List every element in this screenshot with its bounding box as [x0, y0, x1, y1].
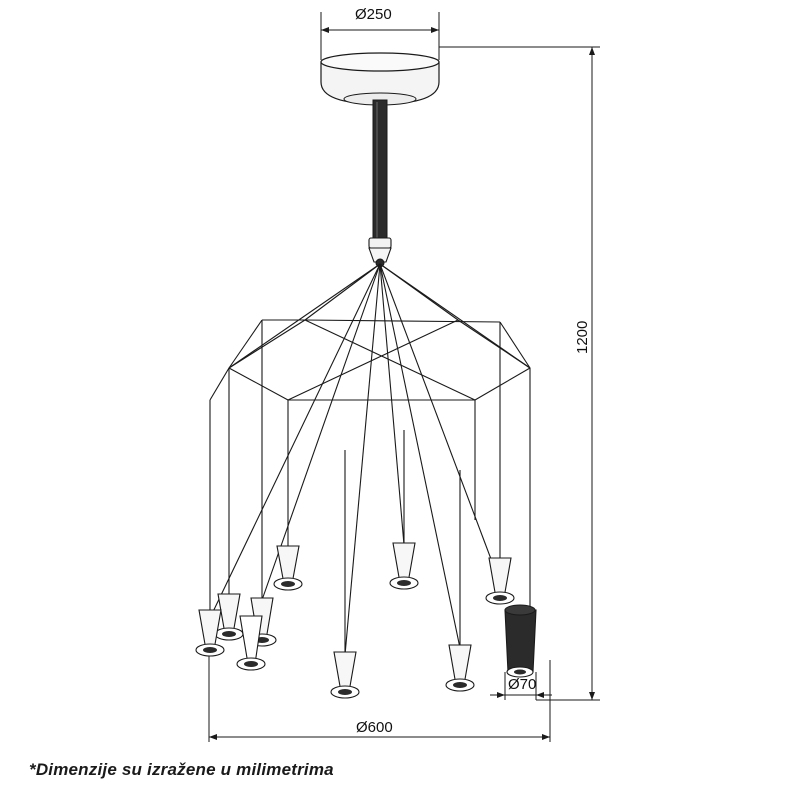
dimension-label-overall-diameter: Ø600 [356, 719, 393, 736]
dimension-label-shade-diameter: Ø70 [508, 676, 537, 693]
star-line-8 [475, 368, 530, 400]
cone-shade-4 [274, 546, 302, 590]
cone-shade-7 [446, 645, 474, 691]
star-line-6 [229, 368, 288, 400]
stem-rod [369, 100, 391, 267]
cone-shade-6 [390, 543, 418, 589]
star-line-3 [305, 320, 500, 322]
drop-wire-10-top [210, 368, 229, 400]
cone-shade-8 [486, 558, 514, 604]
cone-shades [196, 543, 536, 698]
cone-shade-5 [331, 652, 359, 698]
dimension-label-total-height: 1200 [574, 320, 591, 354]
arrow-height-bottom [589, 692, 595, 700]
arm-wire-4 [305, 264, 380, 320]
dimension-label-canopy-diameter: Ø250 [355, 6, 392, 23]
star-line-1 [305, 320, 475, 400]
arrow-bottom-right [542, 734, 550, 740]
arm-wires [210, 264, 530, 655]
arrow-shade-right [536, 692, 544, 698]
arrow-bottom-left [209, 734, 217, 740]
star-line-9 [229, 320, 262, 368]
arrow-shade-left [497, 692, 505, 698]
arrow-top-left [321, 27, 329, 33]
units-footnote: *Dimenzije su izražene u milimetrima [29, 760, 334, 779]
canopy-top-ellipse [321, 53, 439, 71]
arm-wire-9 [380, 264, 497, 575]
ceiling-canopy [321, 53, 439, 105]
arrow-top-right [431, 27, 439, 33]
arm-wire-6 [380, 264, 404, 545]
arm-wire-1 [229, 264, 380, 368]
arm-wire-5 [345, 264, 380, 655]
arrow-height-top [589, 47, 595, 55]
star-line-5 [229, 320, 305, 368]
star-line-11 [500, 322, 530, 368]
cone-shade-9 [505, 605, 536, 677]
star-line-2 [288, 320, 458, 400]
stem-collar [369, 238, 391, 248]
star-line-7 [458, 320, 530, 368]
stem-body [373, 100, 387, 242]
